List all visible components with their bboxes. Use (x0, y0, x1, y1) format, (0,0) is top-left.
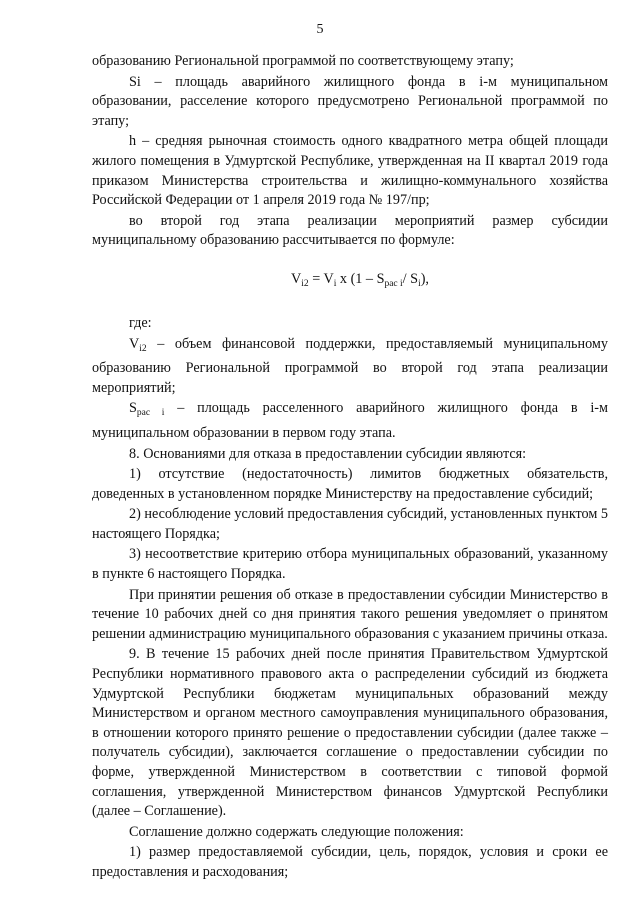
symbol: S (129, 400, 137, 417)
formula-part: / S (402, 270, 419, 287)
paragraph: При принятии решения об отказе в предоставлении субсидии Министерство в течение 10 рабочих дней со дня принятия такого решения уведомляет о принятом решении администрацию муниципального образования с указанием причины отказа. (92, 586, 608, 642)
paragraph: 1) отсутствие (недостаточность) лимитов бюджетных обязательств, доведенных в установленном порядке Министерству на предоставление субсидий; (92, 466, 608, 502)
page-number: 5 (316, 22, 324, 37)
formula-sub: рас i (384, 278, 403, 289)
paragraph: Si – площадь аварийного жилищного фонда в i-м муниципальном образовании, расселение которого предусмотрено Региональной программой по этапу; (92, 73, 608, 129)
paragraph: h – средняя рыночная стоимость одного квадратного метра общей площади жилого помещения в Удмуртской Республике, утвержденная на II квартал 2019 года приказом Министерства строительства и жилищно-коммунального хозяйства Российской Федерации от 1 апреля 2019 года № 197/пр; (92, 133, 609, 209)
paragraph-text: – площадь расселенного аварийного жилищного фонда в i-м муниципальном образовании в первом году этапа. (92, 400, 609, 441)
paragraph: во второй год этапа реализации мероприятий размер субсидии муниципальному образованию рассчитывается по формуле: (92, 212, 608, 249)
paragraph: 8. Основаниями для отказа в предоставлении субсидии являются: (129, 445, 527, 462)
formula-sub: i (333, 278, 337, 289)
paragraph: 3) несоответствие критерию отбора муниципальных образований, указанному в пункте 6 настоящего Порядка. (92, 546, 608, 583)
formula-sub: i2 (301, 278, 309, 289)
formula-lhs: V (291, 270, 302, 287)
paragraph: образованию Региональной программой по соответствующему этапу; (92, 53, 514, 69)
symbol-sub: рас i (136, 408, 165, 419)
formula-sub: i (418, 278, 421, 289)
paragraph: 2) несоблюдение условий предоставления субсидий, установленных пунктом 5 настоящего Порядка; (92, 506, 608, 542)
document-body (92, 52, 608, 883)
paragraph: 9. В течение 15 рабочих дней после принятия Правительством Удмуртской Республики нормативного правового акта о распределении субсидий из бюджета Удмуртской Республики бюджетам муниципальных образований между Министерством и органом местного самоуправления муниципального образования, в отношении которого принято решение о предоставлении субсидии (далее также – получатель субсидии), заключается соглашение о предоставлении субсидии по форме, утвержденной Министерством в соответствии с типовой формой соглашения, утвержденной Министерством финансов Удмуртской Республики (далее – Соглашение). (92, 646, 608, 820)
paragraph-text: – объем финансовой поддержки, предоставляемый муниципальному образованию Региональной программой во второй год этапа реализации мероприятий; (92, 335, 608, 396)
symbol: V (129, 335, 140, 352)
paragraph: Соглашение должно содержать следующие положения: (129, 823, 464, 840)
paragraph (92, 335, 608, 399)
formula-part: x (1 – S (336, 270, 385, 287)
symbol-sub: i2 (139, 343, 147, 354)
formula (92, 269, 608, 294)
paragraph: 1) размер предоставляемой субсидии, цель, порядок, условия и сроки ее предоставления и расходования; (92, 844, 608, 880)
paragraph (92, 399, 608, 443)
where-label: где: (129, 314, 152, 331)
formula-part: ), (420, 270, 429, 287)
formula-part: = V (308, 270, 334, 287)
